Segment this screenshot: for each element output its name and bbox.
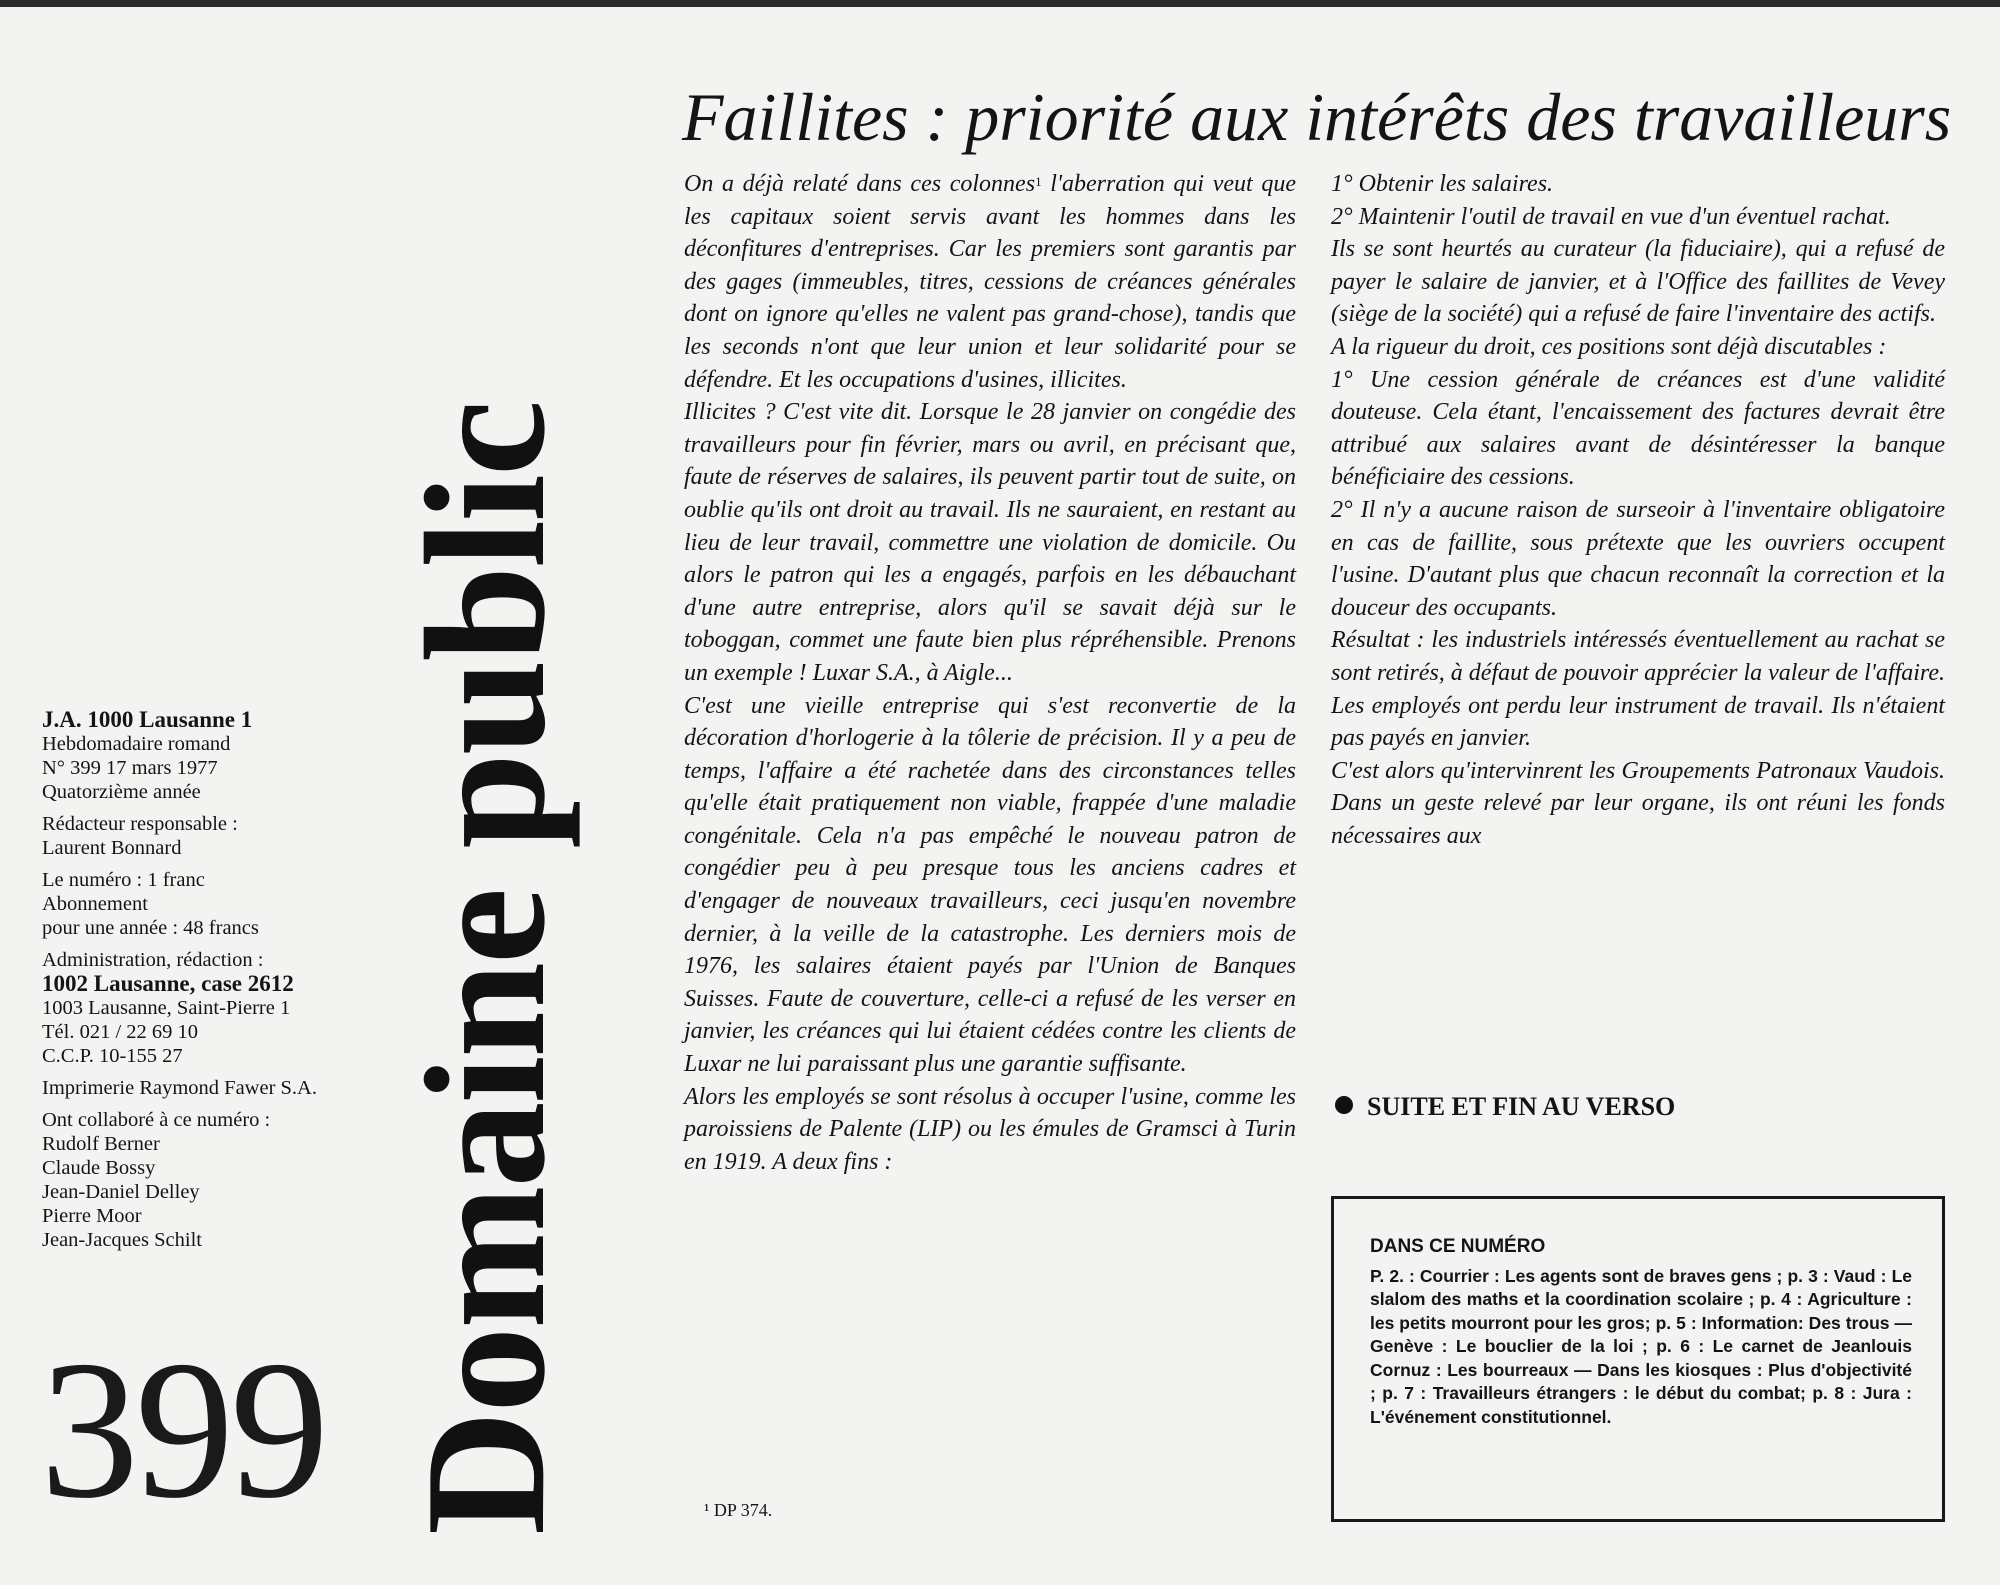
article-paragraph: Résultat : les industriels intéressés éventuellement au rachat se sont retirés, à défaut de pouvoir apprécier la valeur de l'affaire. Les employés ont perdu leur instrument de travail. Ils n'étaient pas payés en janvier. [1331, 627, 1945, 752]
article-column-right [1331, 168, 1945, 852]
year-line: Quatorzième année [42, 781, 201, 803]
in-this-issue-title: DANS CE NUMÉRO [1370, 1236, 1546, 1257]
article-paragraph: Ils se sont heurtés au curateur (la fiduciaire), qui a refusé de payer le salaire de janvier, et à l'Office des faillites de Vevey (siège de la société) qui a refusé de faire l'inventaire des actifs. [1331, 236, 1945, 328]
footnote: ¹ DP 374. [704, 1500, 773, 1520]
contributor: Rudolf Berner [42, 1133, 160, 1155]
article-paragraph: On a déjà relaté dans ces colonnes$^1$ l'aberration qui veut que les capitaux soient servis avant les hommes dans les déconfitures d'entreprises. Car les premiers sont garantis par des gages (immeubles, titres, cessions de créances générales dont on ignore qu'elles ne valent pas grand-chose), tandis que les seconds n'ont que leur union et leur solidarité pour se défendre. Et les occupations d'usines, illicites. [684, 171, 1296, 393]
masthead-title: Domaine public [391, 401, 581, 1535]
admin-label: Administration, rédaction : [42, 949, 264, 971]
in-this-issue-box [1331, 1196, 1945, 1522]
subscription-price: pour une année : 48 francs [42, 917, 259, 939]
article-paragraph: 1° Une cession générale de créances est d'une validité douteuse. Cela étant, l'encaissement des factures devrait être attribué aux salaires avant de désintéresser la banque bénéficiaire des cessions. [1331, 366, 1945, 491]
contributors-label: Ont collaboré à ce numéro : [42, 1109, 271, 1131]
continued-notice [1335, 1092, 1675, 1122]
ccp-line: C.C.P. 10-155 27 [42, 1045, 183, 1067]
contributor: Claude Bossy [42, 1157, 156, 1179]
issue-number-large: 399 [40, 1320, 325, 1539]
article-column-left [684, 168, 1296, 1178]
continued-text: SUITE ET FIN AU VERSO [1367, 1092, 1676, 1121]
weekly-line: Hebdomadaire romand [42, 733, 231, 755]
admin-address: 1002 Lausanne, case 2612 [42, 971, 294, 996]
editor-name: Laurent Bonnard [42, 837, 182, 859]
article-paragraph: C'est une vieille entreprise qui s'est reconvertie de la décoration d'horlogerie à la tôlerie de précision. Il y a peu de temps, l'affaire a été rachetée dans des circonstances telles qu'elle était pratiquement non viable, frappée d'une maladie congénitale. Cela n'a pas empêché le nouveau patron de congédier peu à peu presque tous les anciens cadres et d'engager de nouveaux travailleurs, ceci jusqu'en novembre dernier, à la veille de la catastrophe. Les derniers mois de 1976, les salaires étaient payés par l'Union de Banques Suisses. Faute de couverture, celle-ci a refusé de les verser en janvier, les créances qui lui étaient cédées contre les clients de Luxar ne lui paraissant plus une garantie suffisante. [684, 692, 1296, 1078]
article-paragraph: A la rigueur du droit, ces positions sont déjà discutables : [1331, 333, 1887, 360]
article-paragraph: Illicites ? C'est vite dit. Lorsque le 28 janvier on congédie des travailleurs pour fin février, mars ou avril, en précisant que, faute de réserves de salaires, ils peuvent partir tout de suite, on oublie qu'ils ont droit au travail. Ils ne sauraient, en restant au lieu de leur travail, commettre une violation de domicile. Ou alors le patron qui les a engagés, parfois en les débauchant d'une autre entreprise, alors qu'il se savait déjà sur le toboggan, commet une faute bien plus répréhensible. Prenons un exemple ! Luxar S.A., à Aigle... [684, 399, 1296, 686]
editor-label: Rédacteur responsable : [42, 813, 238, 835]
article-paragraph: 2° Maintenir l'outil de travail en vue d'un éventuel rachat. [1331, 203, 1891, 230]
contributor: Pierre Moor [42, 1205, 142, 1227]
phone-line: Tél. 021 / 22 69 10 [42, 1021, 199, 1043]
bullet-icon [1335, 1096, 1353, 1114]
issue-date: N° 399 17 mars 1977 [42, 757, 218, 779]
article-headline: Faillites : priorité aux intérêts des travailleurs [682, 79, 1952, 155]
printer-line: Imprimerie Raymond Fawer S.A. [42, 1077, 317, 1099]
street-line: 1003 Lausanne, Saint-Pierre 1 [42, 997, 291, 1019]
article-paragraph: 1° Obtenir les salaires. [1331, 171, 1554, 197]
article-paragraph: Alors les employés se sont résolus à occuper l'usine, comme les paroissiens de Palente (LIP) ou les émules de Gramsci à Turin en 1919. A deux fins : [684, 1083, 1296, 1175]
ja-line: J.A. 1000 Lausanne 1 [42, 707, 253, 732]
article-paragraph: C'est alors qu'intervinrent les Groupements Patronaux Vaudois. Dans un geste relevé par leur organe, ils ont réuni les fonds nécessaires aux [1331, 757, 1945, 849]
contributor: Jean-Daniel Delley [42, 1181, 200, 1203]
in-this-issue-body: P. 2. : Courrier : Les agents sont de braves gens ; p. 3 : Vaud : Le slalom des maths et la coordination scolaire ; p. 4 : Agriculture : les petits mourront pour les gros; p. 5 : Information: Des trous — Genève : Le bouclier de la loi ; p. 6 : Le carnet de Jeanlouis Cornuz : Les bourreaux — Dans les kiosques : Plus d'objectivité ; p. 7 : Travailleurs étrangers : le début du combat; p. 8 : Jura : L'événement constitutionnel. [1370, 1265, 1912, 1427]
contributor: Jean-Jacques Schilt [42, 1229, 202, 1251]
top-rule [0, 0, 2000, 7]
imprint-sidebar [42, 708, 412, 1260]
article-paragraph: 2° Il n'y a aucune raison de surseoir à l'inventaire obligatoire en cas de faillite, sous prétexte que les ouvriers occupent l'usine. D'autant plus que chacun reconnaît la correction et la douceur des occupants. [1331, 496, 1945, 621]
subscription-label: Abonnement [42, 893, 148, 915]
price-line: Le numéro : 1 franc [42, 869, 205, 891]
footnote-marker: 1 [1035, 174, 1042, 189]
